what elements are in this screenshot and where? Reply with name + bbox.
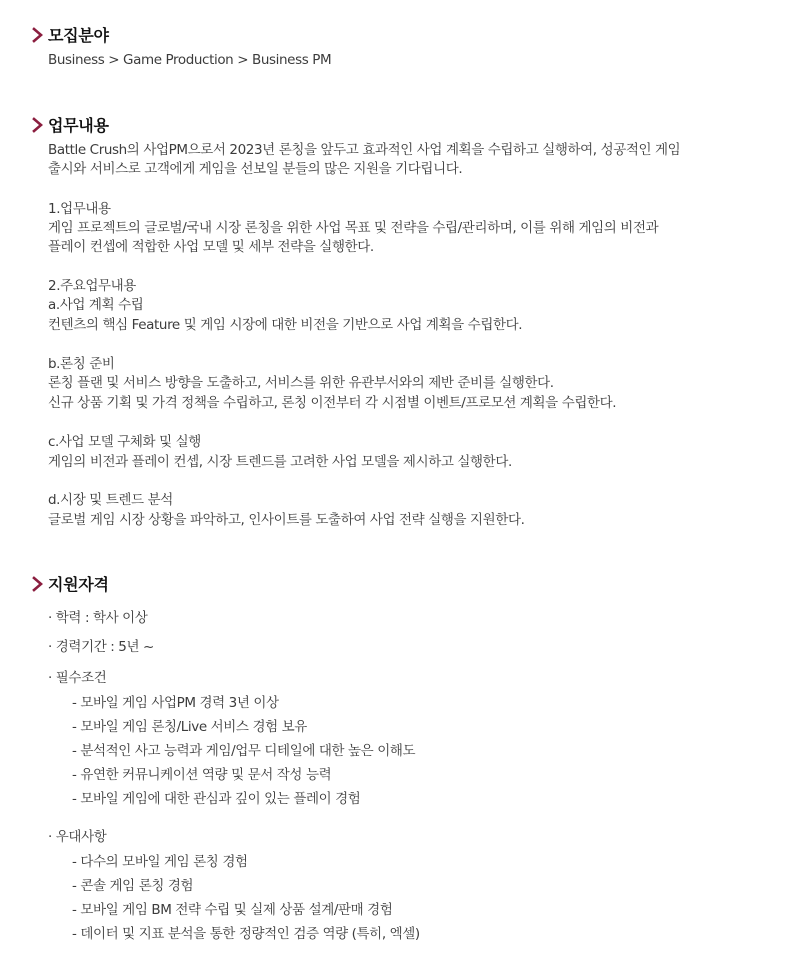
preferred-item: - 콘솔 게임 론칭 경험 bbox=[72, 878, 194, 894]
section-title-qualifications: 지원자격 bbox=[48, 575, 109, 594]
chevron-right-icon bbox=[30, 27, 46, 43]
chevron-right-icon bbox=[30, 117, 46, 133]
required-item: - 유연한 커뮤니케이션 역량 및 문서 작성 능력 bbox=[72, 767, 332, 783]
required-item: - 모바일 게임 사업PM 경력 3년 이상 bbox=[72, 695, 279, 711]
preferred-title: · 우대사항 bbox=[48, 829, 107, 845]
section-header-duties bbox=[30, 113, 109, 136]
required-item: - 모바일 게임 론칭/Live 서비스 경험 보유 bbox=[72, 719, 307, 735]
section-title-duties: 업무내용 bbox=[48, 116, 109, 135]
section-header-qualifications bbox=[30, 572, 109, 595]
duties-text-line: 플레이 컨셉에 적합한 사업 모델 및 세부 전략을 실행한다. bbox=[48, 239, 374, 255]
duties-text-line: 컨텐츠의 핵심 Feature 및 게임 시장에 대한 비전을 기반으로 사업 계획을 수립한다. bbox=[48, 317, 523, 333]
duties-intro-line: Battle Crush의 사업PM으로서 2023년 론칭을 앞두고 효과적인 사업 계획을 수립하고 실행하여, 성공적인 게임 bbox=[48, 142, 681, 158]
preferred-item: - 데이터 및 지표 분석을 통한 정량적인 검증 역량 (특히, 엑셀) bbox=[72, 926, 420, 942]
section-title-field: 모집분야 bbox=[48, 26, 109, 45]
duties-item-title: b.론칭 준비 bbox=[48, 356, 115, 372]
duties-text-line: 게임의 비전과 플레이 컨셉, 시장 트렌드를 고려한 사업 모델을 제시하고 실행한다. bbox=[48, 454, 512, 470]
duties-text-line: 게임 프로젝트의 글로벌/국내 시장 론칭을 위한 사업 목표 및 전략을 수립/관리하며, 이를 위해 게임의 비전과 bbox=[48, 220, 659, 236]
duties-item-title: c.사업 모델 구체화 및 실행 bbox=[48, 434, 201, 450]
section-header-field bbox=[30, 23, 109, 46]
duties-subheading: 2.주요업무내용 bbox=[48, 278, 136, 294]
duties-intro-line: 출시와 서비스로 고객에게 게임을 선보일 분들의 많은 지원을 기다립니다. bbox=[48, 161, 463, 177]
duties-item-title: a.사업 계획 수립 bbox=[48, 297, 144, 313]
required-title: · 필수조건 bbox=[48, 670, 107, 686]
preferred-item: - 모바일 게임 BM 전략 수립 및 실제 상품 설계/판매 경험 bbox=[72, 902, 393, 918]
duties-subheading: 1.업무내용 bbox=[48, 201, 111, 217]
required-item: - 모바일 게임에 대한 관심과 깊이 있는 플레이 경험 bbox=[72, 791, 361, 807]
qualification-education: · 학력 : 학사 이상 bbox=[48, 610, 148, 626]
duties-item-title: d.시장 및 트렌드 분석 bbox=[48, 492, 173, 508]
field-path: Business > Game Production > Business PM bbox=[48, 52, 332, 68]
chevron-right-icon bbox=[30, 576, 46, 592]
duties-text-line: 론칭 플랜 및 서비스 방향을 도출하고, 서비스를 위한 유관부서와의 제반 준비를 실행한다. bbox=[48, 375, 554, 391]
duties-text-line: 글로벌 게임 시장 상황을 파악하고, 인사이트를 도출하여 사업 전략 실행을 지원한다. bbox=[48, 512, 525, 528]
duties-text-line: 신규 상품 기획 및 가격 정책을 수립하고, 론칭 이전부터 각 시점별 이벤트/프로모션 계획을 수립한다. bbox=[48, 395, 617, 411]
qualification-experience: · 경력기간 : 5년 ~ bbox=[48, 639, 154, 655]
preferred-item: - 다수의 모바일 게임 론칭 경험 bbox=[72, 854, 248, 870]
required-item: - 분석적인 사고 능력과 게임/업무 디테일에 대한 높은 이해도 bbox=[72, 743, 416, 759]
